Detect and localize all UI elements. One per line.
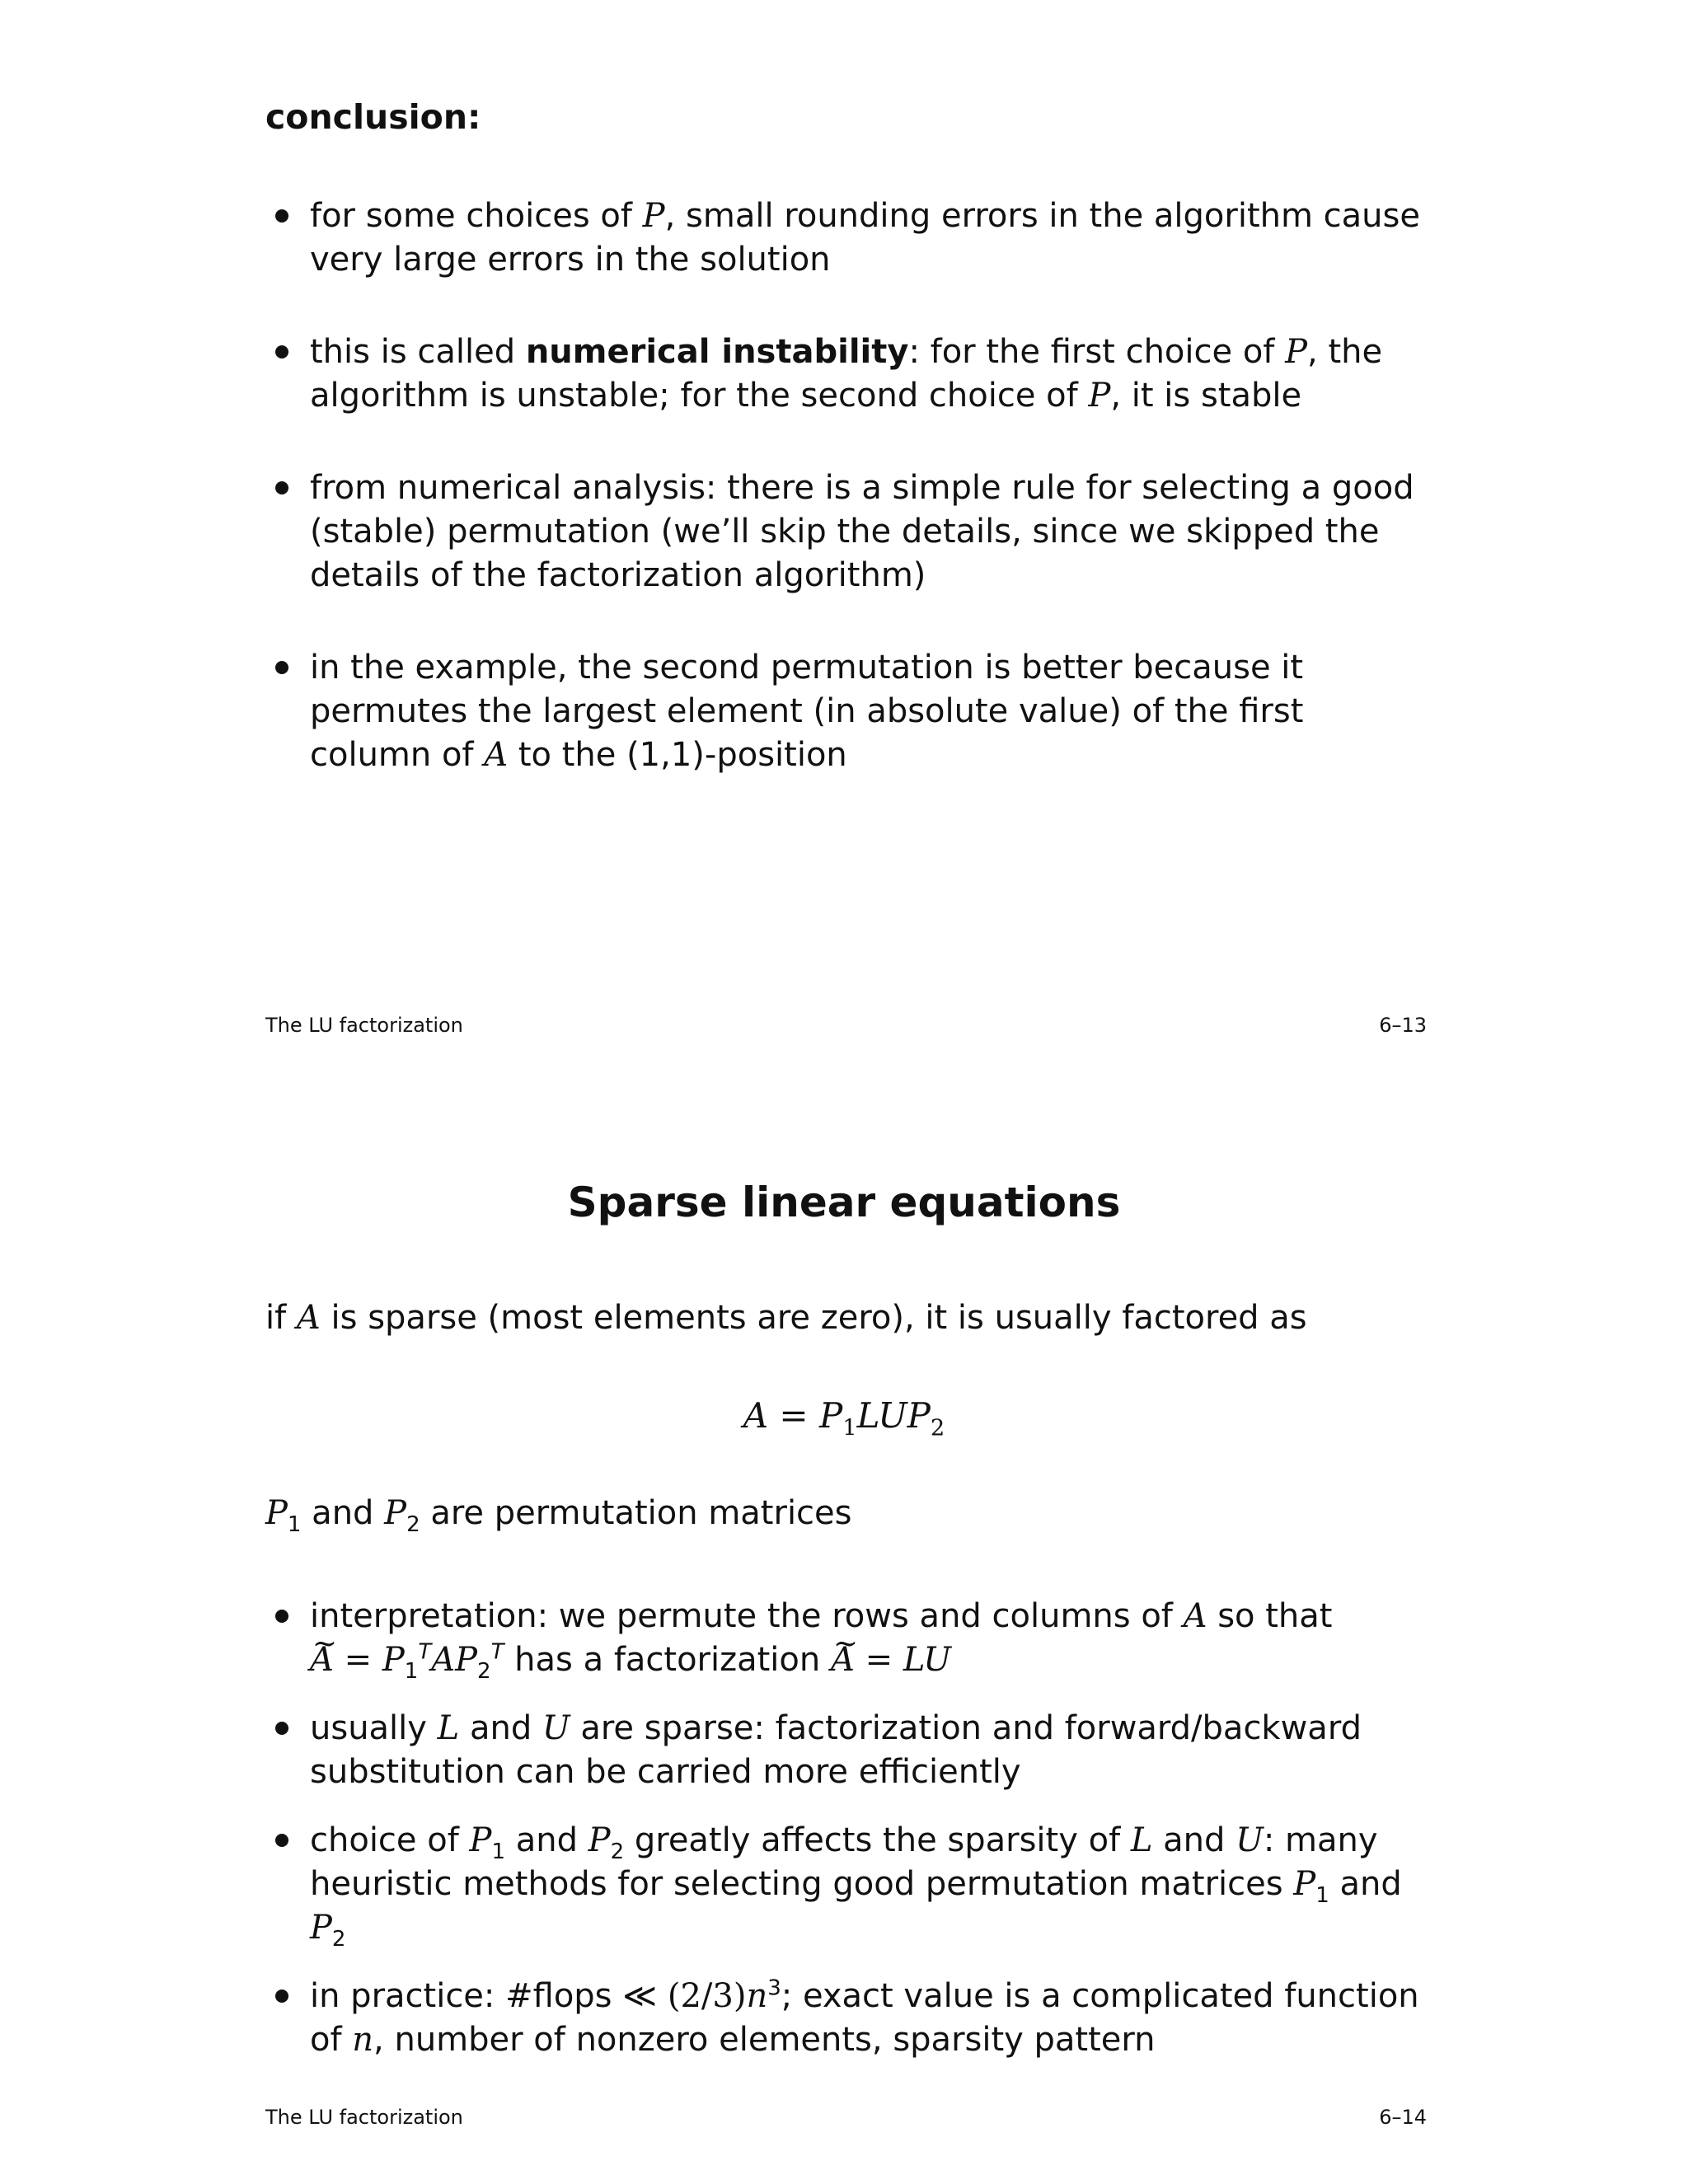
list-item <box>265 646 1428 777</box>
math-expression: (2/3) <box>667 1977 747 2015</box>
list-item <box>265 194 1428 282</box>
factorization-equation <box>0 1395 1688 1441</box>
math-symbol: L <box>437 1709 460 1747</box>
bullet-text: , it is stable <box>1110 377 1302 415</box>
para-text: if <box>265 1299 297 1337</box>
bullet-text: , the algorithm is unstable; for the second choice of <box>310 333 1383 415</box>
math-symbol: P <box>1293 1865 1316 1903</box>
math-symbol: P <box>382 1641 405 1679</box>
bullet-text: choice of <box>310 1821 470 1859</box>
bullet-text: has a factorization <box>504 1641 831 1679</box>
page-title: Sparse linear equations <box>567 1179 1121 1226</box>
bullet-text: : many heuristic methods for selecting good permutation matrices <box>310 1821 1378 1903</box>
math-operator: = <box>854 1641 903 1679</box>
math-symbol: ~ A <box>310 1638 334 1682</box>
math-subscript: 2 <box>477 1659 491 1684</box>
math-symbol: L <box>1130 1821 1153 1859</box>
bullet-icon <box>275 1990 288 2003</box>
bullet-text: greatly affects the sparsity of <box>624 1821 1131 1859</box>
page-number: 6–14 <box>1379 2106 1427 2129</box>
para-text: and <box>301 1494 385 1532</box>
bullet-text: from numerical analysis: there is a simple rule for selecting a good (stable) permutation (we’ll skip the details, since we skipped the details of the factorization algorithm) <box>310 469 1414 594</box>
list-item <box>265 330 1428 418</box>
math-symbol: P <box>469 1821 492 1859</box>
math-superscript: 3 <box>767 1975 781 2001</box>
math-symbol: P <box>818 1395 843 1436</box>
math-subscript: 2 <box>930 1415 945 1441</box>
bold-term: numerical instability <box>525 333 909 371</box>
math-symbol: P <box>588 1821 611 1859</box>
math-subscript: 1 <box>491 1840 505 1864</box>
bullet-text: so that <box>1207 1597 1333 1635</box>
math-operator: = <box>768 1395 819 1436</box>
bullet-text: this is called <box>310 333 526 371</box>
math-symbol: AP <box>431 1641 478 1679</box>
math-subscript: 2 <box>610 1840 625 1864</box>
bullet-icon <box>275 1610 288 1623</box>
footer-title: The LU factorization <box>265 2106 463 2129</box>
math-subscript: 1 <box>287 1512 302 1537</box>
bullet-text: and <box>1152 1821 1236 1859</box>
bullet-text: and <box>504 1821 588 1859</box>
bullet-text: , number of nonzero elements, sparsity pattern <box>373 2021 1156 2059</box>
bullet-icon <box>275 209 288 223</box>
math-symbol: A <box>1183 1597 1207 1635</box>
math-symbol: n <box>352 2021 374 2059</box>
math-subscript: 1 <box>842 1415 857 1441</box>
bullet-text: interpretation: we permute the rows and columns of <box>310 1597 1184 1635</box>
list-item <box>265 1595 1428 1682</box>
math-subscript: 1 <box>1315 1883 1329 1908</box>
page-number: 6–13 <box>1379 1014 1427 1037</box>
slide-6-14 <box>0 1092 1688 2184</box>
math-symbol: U <box>1236 1821 1264 1859</box>
bullet-text: : for the first choice of <box>908 333 1286 371</box>
math-symbol: P <box>310 1909 332 1947</box>
math-operator: ≪ <box>622 1977 658 2015</box>
math-symbol: P <box>1285 333 1308 371</box>
bullet-text: in practice: #flops <box>310 1977 623 2015</box>
math-symbol: LU <box>903 1641 951 1679</box>
math-symbol: A <box>743 1395 769 1436</box>
para-text: are permutation matrices <box>420 1494 852 1532</box>
bullet-text: ; exact value is a complicated function of <box>310 1977 1419 2059</box>
bullet-text: are sparse: factorization and forward/backward substitution can be carried more efficiently <box>310 1709 1362 1791</box>
math-symbol: U <box>542 1709 570 1747</box>
math-symbol: P <box>1088 377 1111 415</box>
list-item <box>265 466 1428 598</box>
bullet-icon <box>275 661 288 674</box>
bullet-icon <box>275 1834 288 1847</box>
math-symbol: P <box>384 1494 407 1532</box>
para-text: is sparse (most elements are zero), it is usually factored as <box>320 1299 1307 1337</box>
list-item <box>265 1707 1428 1794</box>
conclusion-bullet-list <box>265 194 1428 826</box>
list-item <box>265 1819 1428 1950</box>
math-symbol: P <box>265 1494 288 1532</box>
math-symbol: n <box>746 1977 768 2015</box>
footer-title: The LU factorization <box>265 1014 463 1037</box>
math-subscript: 1 <box>404 1659 419 1684</box>
bullet-text: for some choices of <box>310 197 643 235</box>
bullet-text: in the example, the second permutation is better because it permutes the largest element (in absolute value) of the first column of <box>310 649 1304 774</box>
bullet-text: usually <box>310 1709 438 1747</box>
math-subscript: 2 <box>406 1512 420 1537</box>
bullet-text: to the (1,1)-position <box>508 736 847 774</box>
math-symbol: P <box>642 197 665 235</box>
intro-paragraph <box>265 1296 1307 1340</box>
bullet-icon <box>275 481 288 494</box>
math-superscript: T <box>418 1639 432 1665</box>
permutation-paragraph <box>265 1492 852 1535</box>
bullet-text: and <box>1329 1865 1402 1903</box>
bullet-icon <box>275 345 288 359</box>
bullet-icon <box>275 1722 288 1735</box>
list-item <box>265 1975 1428 2062</box>
math-operator: = <box>333 1641 382 1679</box>
math-superscript: T <box>490 1639 504 1665</box>
math-symbol: A <box>484 736 509 774</box>
conclusion-heading: conclusion: <box>265 97 481 137</box>
sparse-bullet-list <box>265 1595 1428 2087</box>
bullet-text: and <box>459 1709 542 1747</box>
math-symbol: ~ A <box>831 1638 855 1682</box>
math-subscript: 2 <box>331 1927 346 1952</box>
math-symbol: LUP <box>856 1395 931 1436</box>
bullet-text: , small rounding errors in the algorithm cause very large errors in the solution <box>310 197 1420 279</box>
math-symbol: A <box>296 1299 321 1337</box>
